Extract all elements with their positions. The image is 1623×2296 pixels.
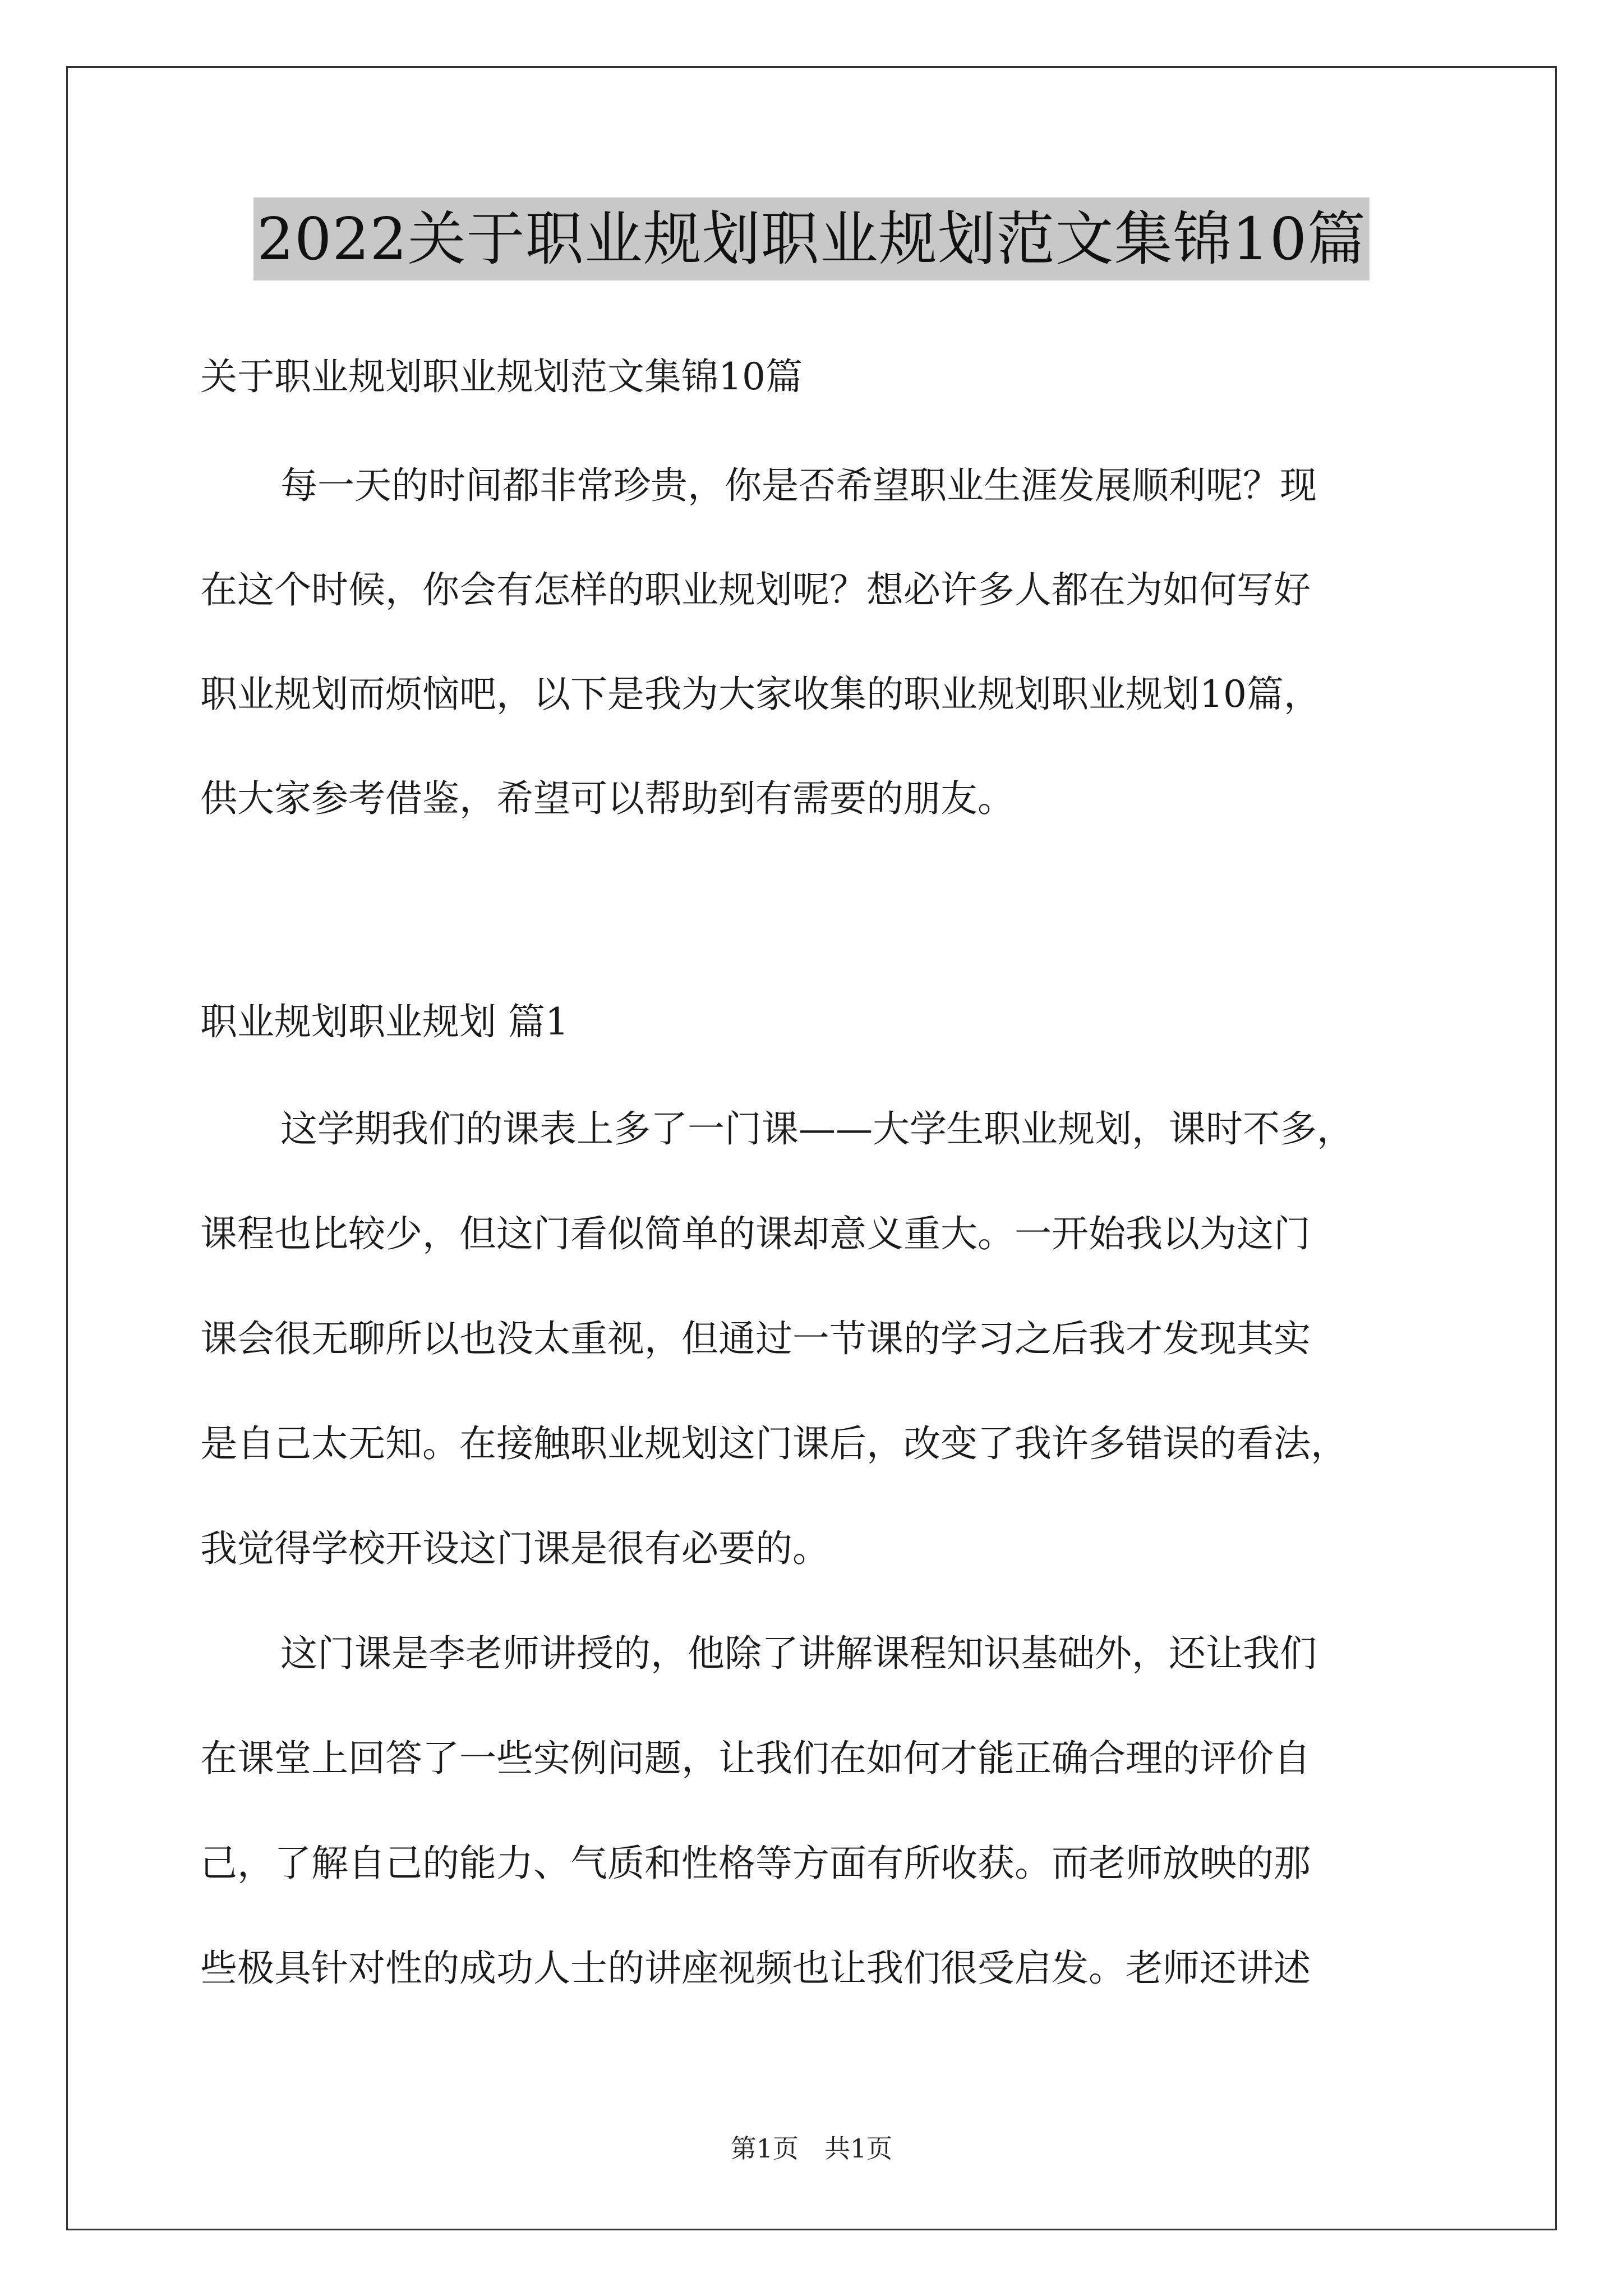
document-subtitle: 关于职业规划职业规划范文集锦10篇 [200,355,803,398]
para1-line: 这学期我们的课表上多了一门课——大学生职业规划，课时不多， [280,1107,1354,1151]
intro-line: 职业规划而烦恼吧，以下是我为大家收集的职业规划职业规划10篇， [200,673,1321,716]
para2-line: 些极具针对性的成功人士的讲座视频也让我们很受启发。老师还讲述 [200,1947,1311,1990]
para2-line: 这门课是李老师讲授的，他除了讲解课程知识基础外，还让我们 [280,1632,1317,1675]
para1-line: 我觉得学校开设这门课是很有必要的。 [200,1527,829,1570]
para1-line: 课程也比较少，但这门看似简单的课却意义重大。一开始我以为这门 [200,1212,1311,1255]
para1-line: 课会很无聊所以也没太重视，但通过一节课的学习之后我才发现其实 [200,1317,1311,1360]
page-footer: 第1页 共1页 [730,2133,893,2164]
para2-line: 己，了解自己的能力、气质和性格等方面有所收获。而老师放映的那 [200,1842,1311,1885]
title-container [0,197,1623,280]
para2-line: 在课堂上回答了一些实例问题，让我们在如何才能正确合理的评价自 [200,1737,1311,1780]
intro-line: 供大家参考借鉴，希望可以帮助到有需要的朋友。 [200,777,1015,820]
para1-line: 是自己太无知。在接触职业规划这门课后，改变了我许多错误的看法， [200,1422,1348,1465]
document-title: 2022关于职业规划职业规划范文集锦10篇 [253,197,1370,280]
intro-line: 在这个时候，你会有怎样的职业规划呢？想必许多人都在为如何写好 [200,568,1311,611]
intro-line: 每一天的时间都非常珍贵，你是否希望职业生涯发展顺利呢？现 [280,464,1317,507]
section-heading: 职业规划职业规划 篇1 [200,1000,569,1043]
